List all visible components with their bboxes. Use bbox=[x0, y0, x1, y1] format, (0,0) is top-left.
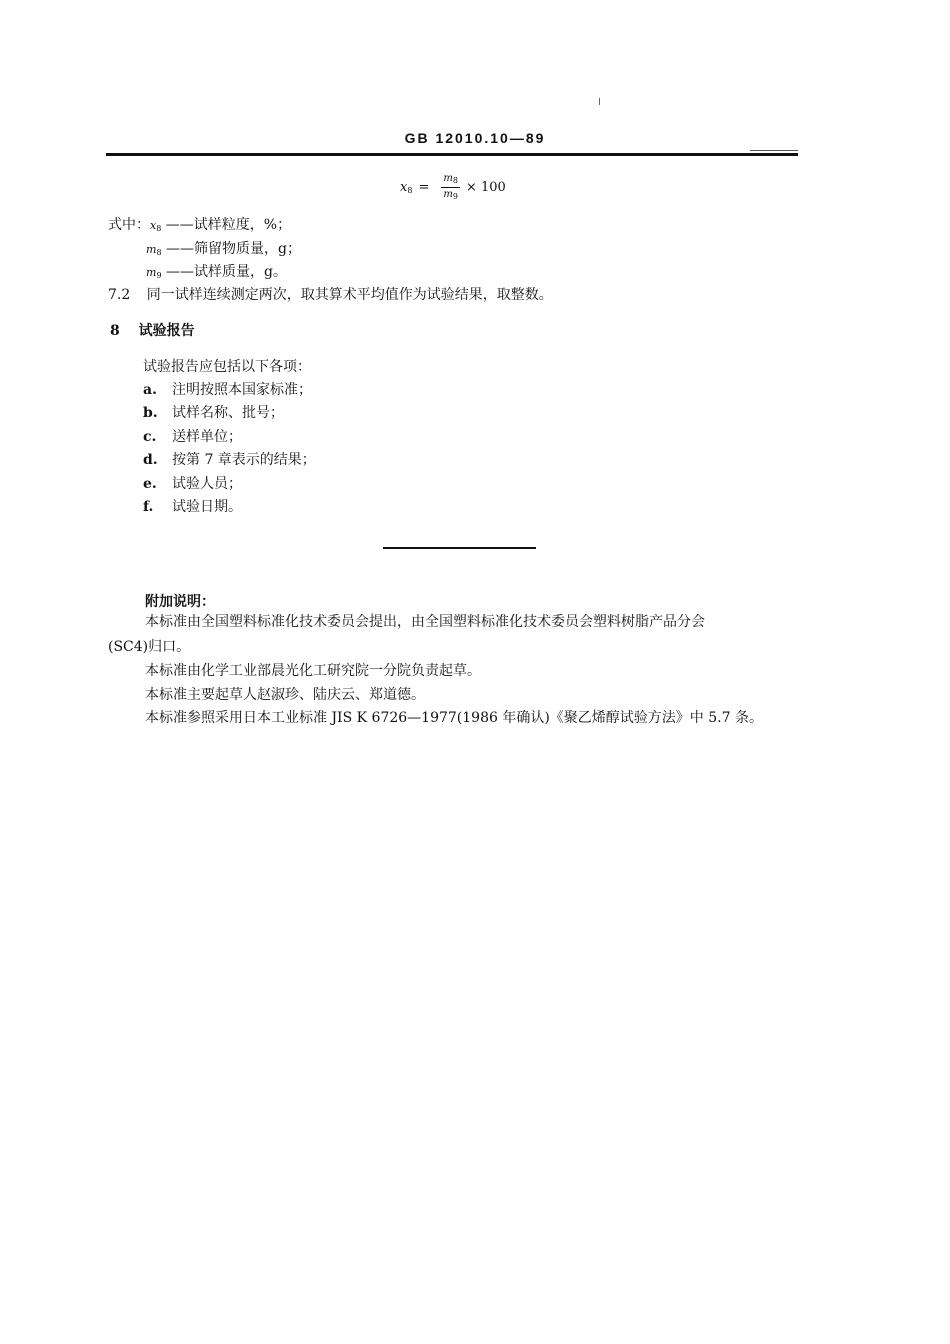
header-thin-rule bbox=[750, 150, 798, 151]
notes-paragraph: 本标准由全国塑料标准化技术委员会提出，由全国塑料标准化技术委员会塑料树脂产品分会 bbox=[145, 614, 705, 630]
header-rule bbox=[106, 153, 798, 156]
formula-lhs: $x_8$ bbox=[400, 180, 413, 195]
section-heading: 8 试验报告 bbox=[110, 323, 195, 339]
notes-title: 附加说明： bbox=[145, 594, 215, 610]
formula-equals: = bbox=[418, 180, 430, 195]
list-item: d. 按第 7 章表示的结果； bbox=[143, 452, 316, 468]
clause-text: 同一试样连续测定两次，取其算术平均值作为试验结果，取整数。 bbox=[146, 287, 553, 303]
section-divider bbox=[383, 547, 536, 549]
standard-code-header: GB 12010.10—89 bbox=[404, 130, 546, 146]
clause-7-2 bbox=[108, 284, 553, 304]
list-item: e. 试验人员； bbox=[143, 476, 242, 492]
where-item: $m_8$ ——筛留物质量，g； bbox=[146, 241, 301, 257]
scan-mark bbox=[599, 98, 600, 105]
formula-rhs: × 100 bbox=[465, 180, 506, 195]
where-item: $x_8$ ——试样粒度，%； bbox=[150, 217, 292, 233]
list-item: b. 试样名称、批号； bbox=[143, 405, 284, 421]
clause-number: 7.2 bbox=[108, 287, 131, 303]
notes-paragraph: 本标准参照采用日本工业标准 JIS K 6726—1977(1986 年确认)《聚乙烯醇试验方法》中 5.7 条。 bbox=[145, 710, 763, 726]
formula-fraction: $\frac{m_8}{m_9}$ bbox=[443, 173, 458, 201]
list-item: f. 试验日期。 bbox=[143, 499, 242, 515]
list-item: c. 送样单位； bbox=[143, 429, 242, 445]
where-prefix: 式中： bbox=[108, 217, 150, 233]
where-item: $m_9$ ——试样质量，g。 bbox=[146, 264, 287, 280]
notes-paragraph-continuation: (SC4)归口。 bbox=[108, 639, 191, 655]
formula bbox=[400, 172, 506, 203]
notes-paragraph: 本标准由化学工业部晨光化工研究院一分院负责起草。 bbox=[145, 663, 481, 679]
notes-paragraph: 本标准主要起草人赵淑珍、陆庆云、郑道德。 bbox=[145, 687, 425, 703]
list-item: a. 注明按照本国家标准； bbox=[143, 382, 312, 398]
section-intro: 试验报告应包括以下各项： bbox=[143, 359, 311, 375]
